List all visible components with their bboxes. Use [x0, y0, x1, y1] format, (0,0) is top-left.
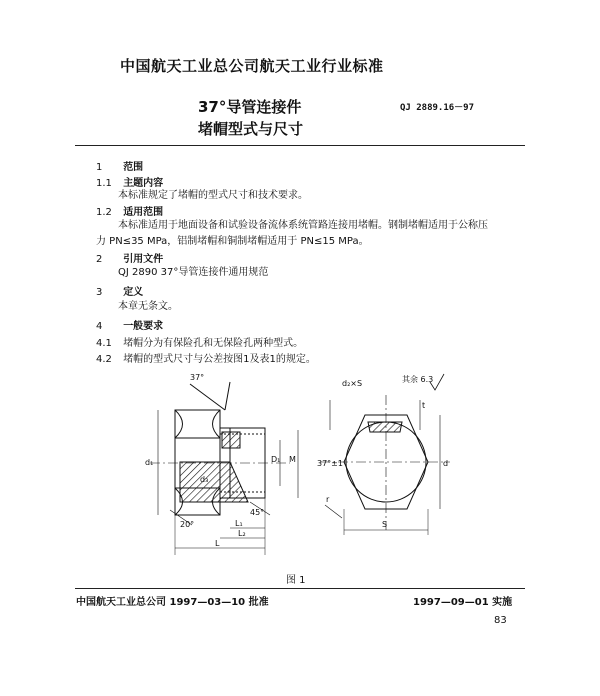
section-4-2: [96, 350, 316, 365]
section-4: [96, 317, 163, 332]
page-number: 83: [494, 615, 507, 626]
label-M: M: [289, 455, 296, 464]
label-t: t: [422, 401, 426, 410]
section-1-2: [96, 203, 163, 218]
figure-caption: 图 1: [286, 575, 306, 586]
end-view-labels: [317, 374, 448, 529]
figure-1-drawing: [130, 370, 470, 570]
section-1-2-text-line1: 本标准适用于地面设备和试验设备流体系统管路连接用堵帽。钢制堵帽适用于公称压: [118, 220, 488, 231]
end-view: [320, 374, 450, 535]
section-heading: 引用文件: [123, 254, 164, 265]
section-heading: 一般要求: [123, 321, 164, 332]
section-heading: 主题内容: [123, 178, 164, 189]
standard-code: QJ 2889.16－97: [400, 103, 475, 113]
label-L1: L₁: [235, 519, 243, 528]
section-text: 堵帽分为有保险孔和无保险孔两种型式。: [123, 338, 304, 349]
label-angle3: 45°: [250, 508, 265, 517]
label-angle: 37°: [190, 373, 205, 382]
section-2-text: QJ 2890 37°导管连接件通用规范: [118, 267, 269, 278]
label-roughness: 其余 6.3: [402, 375, 434, 384]
section-3: [96, 283, 143, 298]
label-d2: d₂×S: [342, 379, 363, 388]
label-D1: D₁: [271, 455, 281, 464]
section-number: 1.1: [96, 178, 112, 189]
label-d: d: [443, 459, 449, 468]
section-1: [96, 158, 143, 173]
approval-date: 中国航天工业总公司 1997—03—10 批准: [76, 597, 269, 608]
document-title-line1: 37°导管连接件: [198, 98, 302, 116]
section-1-2-text-line2: 力 PN≤35 MPa，铝制堵帽和铜制堵帽适用于 PN≤15 MPa。: [96, 236, 369, 247]
side-view: [150, 382, 298, 555]
section-heading: 定义: [123, 287, 144, 298]
section-text: 堵帽的型式尺寸与公差按图1及表1的规定。: [123, 354, 316, 365]
section-number: 3: [96, 287, 103, 298]
label-angle2: 20°: [180, 520, 195, 529]
label-S: S: [382, 520, 388, 529]
section-number: 1.2: [96, 207, 112, 218]
section-heading: 范围: [123, 162, 144, 173]
label-chamfer: 37°±1: [317, 459, 343, 468]
section-hatch: [180, 462, 248, 502]
section-number: 1: [96, 162, 103, 173]
label-L2: L₂: [238, 529, 246, 538]
section-2: [96, 250, 163, 265]
section-4-1: [96, 334, 303, 349]
section-heading: 适用范围: [123, 207, 164, 218]
section-1-1-text: 本标准规定了堵帽的型式尺寸和技术要求。: [118, 190, 308, 201]
lock-hole-hatch: [368, 422, 402, 432]
section-3-text: 本章无条文。: [118, 301, 178, 312]
section-number: 4: [96, 321, 103, 332]
standard-organization: 中国航天工业总公司航天工业行业标准: [120, 57, 384, 75]
section-hatch-top: [222, 432, 240, 448]
section-number: 4.1: [96, 338, 112, 349]
section-number: 4.2: [96, 354, 112, 365]
label-r: r: [326, 495, 330, 504]
footer-rule: [75, 588, 525, 589]
document-title-line2: 堵帽型式与尺寸: [198, 120, 304, 138]
label-L: L: [215, 539, 220, 548]
section-number: 2: [96, 254, 103, 265]
label-d3: d₃: [200, 475, 209, 484]
header-rule: [75, 145, 525, 146]
label-d1: d₁: [145, 458, 154, 467]
implementation-date: 1997—09—01 实施: [413, 597, 513, 608]
